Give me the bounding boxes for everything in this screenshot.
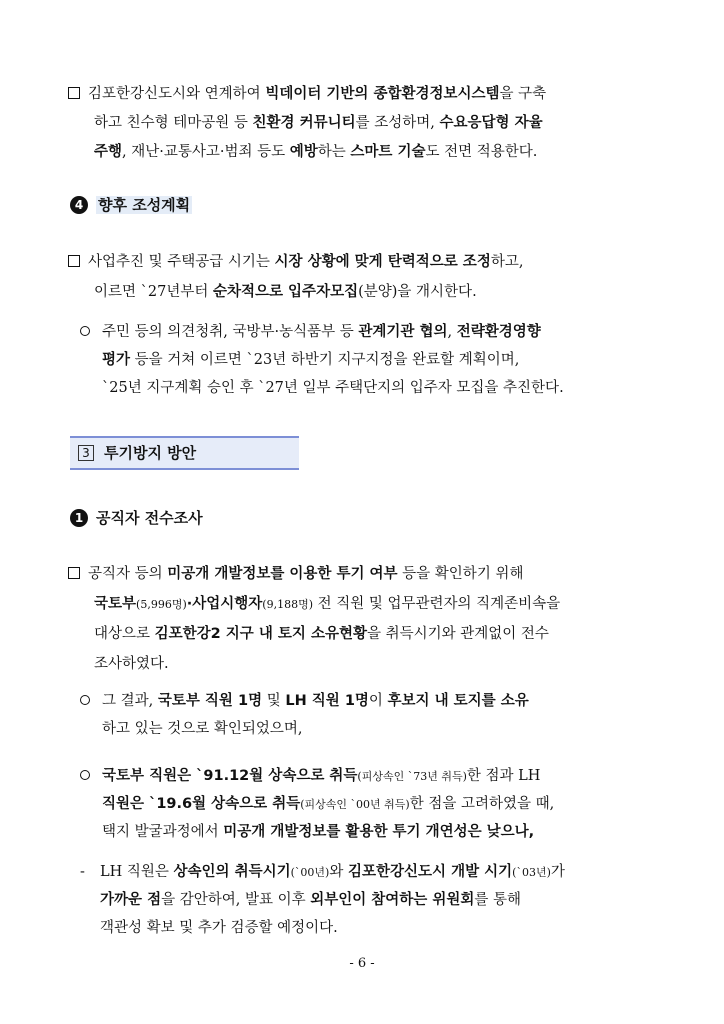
square-bullet-icon <box>68 567 80 579</box>
page-number: - 6 - <box>349 956 375 971</box>
section-number-box: 3 <box>78 445 94 461</box>
heading-official-survey <box>70 506 203 530</box>
dash-bullet: - <box>80 864 85 880</box>
circle-bullet-icon <box>80 326 90 336</box>
heading-text: 향후 조성계획 <box>98 196 191 214</box>
circle-bullet-icon <box>80 695 90 705</box>
square-bullet-icon <box>68 255 80 267</box>
numbered-circle-icon: 4 <box>70 196 88 214</box>
section-title: 투기방지 방안 <box>104 444 197 462</box>
circle-bullet-icon <box>80 770 90 780</box>
numbered-circle-icon: 1 <box>70 509 88 527</box>
square-bullet-icon <box>68 87 80 99</box>
heading-text: 공직자 전수조사 <box>96 509 203 527</box>
heading-future-plan <box>70 193 192 217</box>
section-heading-speculation-prevention <box>70 436 299 470</box>
